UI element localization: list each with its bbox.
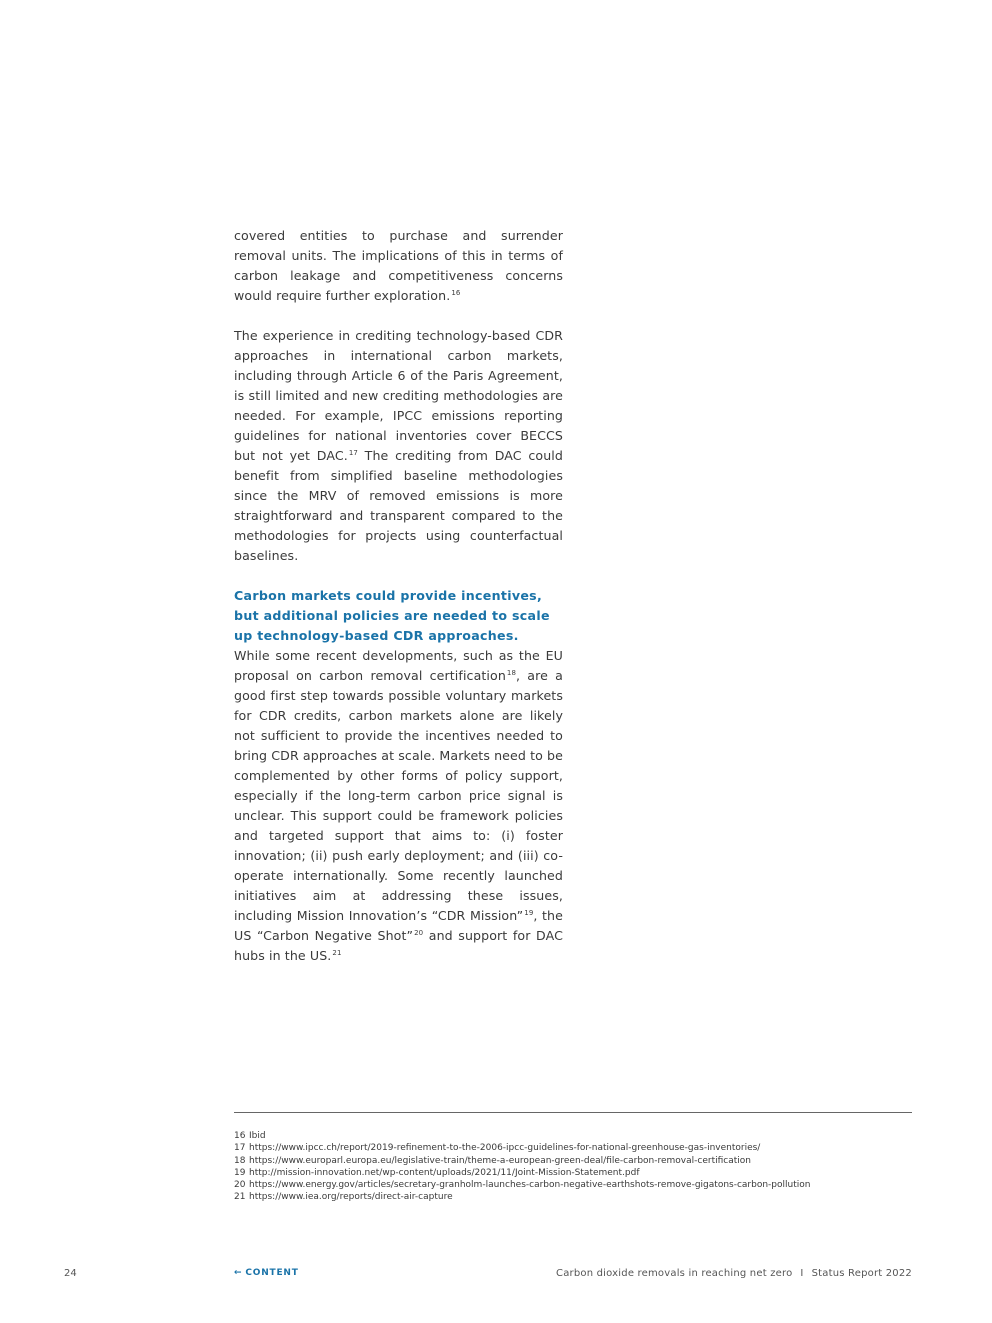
- footnote-number: 17: [234, 1143, 246, 1154]
- paragraph-3-text-b: , are a good first step towards possible voluntary markets for CDR credits, carbon markets alone are likely not sufficient to provide the incentives needed to bring CDR approaches at scale. Markets need to be complemented by other forms of policy support, especially if the long-term carbon price signal is unclear. This support could be framework policies and targeted support that aims to: (i) foster innovation; (ii) push early deployment; and (iii) co-operate internationally. Some recently launched initiatives aim at addressing these issues, including Mission Innovation’s “CDR Mission”: [234, 668, 563, 923]
- document-title: Carbon dioxide removals in reaching net zero: [556, 1268, 793, 1279]
- footer-separator: I: [800, 1268, 804, 1279]
- footnote-number: 16: [234, 1131, 246, 1141]
- footnote-link[interactable]: https://www.energy.gov/articles/secretary-granholm-launches-carbon-negative-earthshots-remove-gigatons-carbon-pollution: [249, 1180, 811, 1191]
- footnote-ref-21[interactable]: 21: [332, 949, 342, 957]
- footnote-number: 21: [234, 1192, 246, 1203]
- footnote-item: [234, 1179, 912, 1191]
- footnote-number: 18: [234, 1155, 246, 1166]
- arrow-left-icon: ←: [234, 1268, 243, 1278]
- footnote-ref-17[interactable]: 17: [348, 449, 358, 457]
- footnote-number: 20: [234, 1180, 246, 1191]
- content-link-label: CONTENT: [245, 1268, 299, 1278]
- footnote-link[interactable]: http://mission-innovation.net/wp-content/uploads/2021/11/Joint-Mission-Statement.pdf: [249, 1167, 640, 1178]
- body-column: [234, 226, 563, 966]
- footnote-ref-16[interactable]: 16: [451, 289, 461, 297]
- paragraph-2: [234, 326, 563, 566]
- footnote-link[interactable]: https://www.ipcc.ch/report/2019-refinement-to-the-2006-ipcc-guidelines-for-national-greenhouse-gas-inventories/: [249, 1143, 761, 1154]
- footnote-ref-20[interactable]: 20: [414, 929, 424, 937]
- footnote-text: Ibid: [249, 1131, 266, 1141]
- page-number: 24: [64, 1268, 77, 1279]
- footnotes: [234, 1130, 912, 1204]
- footnote-item: [234, 1130, 912, 1142]
- footnote-item: [234, 1167, 912, 1179]
- footnote-item: [234, 1142, 912, 1154]
- footnote-link[interactable]: https://www.iea.org/reports/direct-air-capture: [249, 1192, 453, 1203]
- footnote-divider: [234, 1112, 912, 1113]
- report-label: Status Report 2022: [811, 1268, 912, 1279]
- footnote-link[interactable]: https://www.europarl.europa.eu/legislative-train/theme-a-european-green-deal/file-carbon-removal-certification: [249, 1155, 751, 1166]
- paragraph-3-text-c: , the US “Carbon Negative Shot”: [234, 908, 563, 943]
- footnote-ref-18[interactable]: 18: [506, 669, 517, 677]
- footnote-number: 19: [234, 1167, 246, 1178]
- paragraph-3: [234, 646, 563, 966]
- paragraph-3-text-a: While some recent developments, such as the EU proposal on carbon removal certification: [234, 648, 563, 683]
- paragraph-1: [234, 226, 563, 306]
- paragraph-2-text-a: The experience in crediting technology-based CDR approaches in international carbon markets, including through Article 6 of the Paris Agreement, is still limited and new crediting methodologies are needed. For example, IPCC emissions reporting guidelines for national inventories cover BECCS but not yet DAC.: [234, 328, 563, 463]
- paragraph-3-text-d: and support for DAC hubs in the US.: [234, 928, 563, 963]
- running-footer: [556, 1268, 912, 1279]
- footnote-ref-19[interactable]: 19: [524, 909, 534, 917]
- section-heading: Carbon markets could provide incentives, but additional policies are needed to scale up technology-based CDR approaches.: [234, 588, 550, 643]
- footnote-item: [234, 1155, 912, 1167]
- content-link[interactable]: [234, 1268, 299, 1278]
- footnote-item: [234, 1191, 912, 1203]
- paragraph-1-text: covered entities to purchase and surrender removal units. The implications of this in terms of carbon leakage and competitiveness concerns would require further exploration.: [234, 228, 563, 303]
- paragraph-2-text-b: The crediting from DAC could benefit from simplified baseline methodologies since the MRV of removed emissions is more straightforward and transparent compared to the methodologies for projects using counterfactual baselines.: [234, 448, 563, 563]
